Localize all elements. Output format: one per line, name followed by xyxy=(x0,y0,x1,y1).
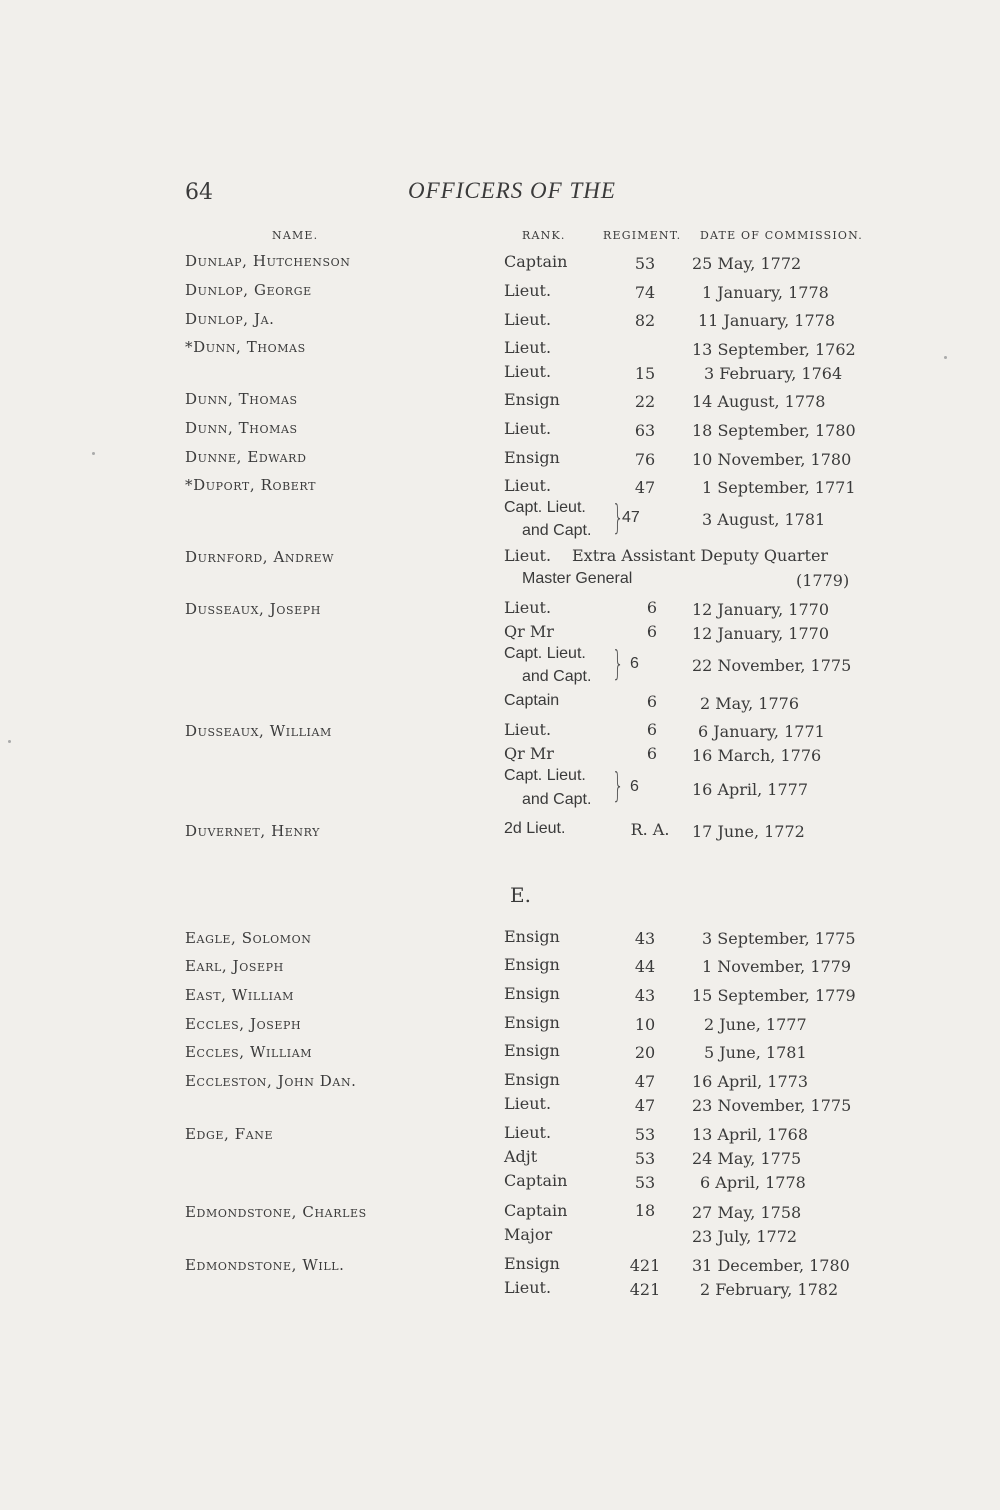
regiment: 6 xyxy=(646,692,658,711)
rank-line: and Capt. xyxy=(522,522,592,539)
commission-date: 16 March, 1776 xyxy=(692,746,822,765)
rank: Lieut. xyxy=(504,419,552,438)
commission-date: 15 September, 1779 xyxy=(692,986,856,1005)
appointment-note: Extra Assistant Deputy Quarter xyxy=(572,546,829,565)
rank: Lieut. xyxy=(504,338,552,357)
rank-line: Capt. Lieut. xyxy=(504,645,586,662)
rank: Ensign xyxy=(504,984,560,1003)
commission-date: 3 September, 1775 xyxy=(702,929,856,948)
rank: Lieut. xyxy=(504,281,552,300)
rank: Ensign xyxy=(504,1070,560,1089)
brace-mark: } xyxy=(612,498,624,538)
rank: Captain xyxy=(504,1171,568,1190)
section-letter: E. xyxy=(510,883,531,907)
commission-date: 25 May, 1772 xyxy=(692,254,802,273)
regiment: 43 xyxy=(634,986,656,1005)
column-header-name: NAME. xyxy=(272,229,319,242)
commission-date: 12 January, 1770 xyxy=(692,600,829,619)
rank-line: and Capt. xyxy=(522,668,592,685)
officer-name: Durnford, Andrew xyxy=(185,548,334,566)
commission-date: 10 November, 1780 xyxy=(692,450,852,469)
rank: Ensign xyxy=(504,927,560,946)
regiment: 47 xyxy=(622,509,640,526)
paper-speck xyxy=(8,740,11,743)
rank: Ensign xyxy=(504,1013,560,1032)
regiment: R. A. xyxy=(630,820,670,839)
rank: Adjt xyxy=(504,1147,538,1166)
rank: Lieut. xyxy=(504,720,552,739)
commission-date: 2 February, 1782 xyxy=(700,1280,839,1299)
appointment-note: Master General xyxy=(522,570,633,587)
commission-date: 17 June, 1772 xyxy=(692,822,805,841)
regiment: 82 xyxy=(634,311,656,330)
regiment: 6 xyxy=(646,598,658,617)
officer-name: Dusseaux, Joseph xyxy=(185,600,321,618)
brace-mark: } xyxy=(612,644,624,684)
rank: Qr Mr xyxy=(504,744,554,763)
regiment: 6 xyxy=(630,655,639,672)
officer-name: Dunlop, George xyxy=(185,281,312,299)
rank: Captain xyxy=(504,692,560,709)
officer-name: Duvernet, Henry xyxy=(185,822,321,840)
commission-date: 31 December, 1780 xyxy=(692,1256,850,1275)
regiment: 47 xyxy=(634,1072,656,1091)
officer-name: East, William xyxy=(185,986,295,1004)
commission-date: 13 April, 1768 xyxy=(692,1125,809,1144)
regiment: 6 xyxy=(646,622,658,641)
running-title: OFFICERS OF THE xyxy=(408,178,616,203)
officer-name: Dunn, Thomas xyxy=(185,390,298,408)
officer-name: Eccles, Joseph xyxy=(185,1015,302,1033)
rank: Lieut. xyxy=(504,1278,552,1297)
officer-name: Eagle, Solomon xyxy=(185,929,312,947)
regiment: 63 xyxy=(634,421,656,440)
commission-date: 6 April, 1778 xyxy=(700,1173,806,1192)
brace-mark: } xyxy=(612,766,624,806)
rank: Ensign xyxy=(504,955,560,974)
rank: Lieut. xyxy=(504,598,552,617)
rank: Lieut. xyxy=(504,1094,552,1113)
regiment: 53 xyxy=(634,1173,656,1192)
rank: Lieut. xyxy=(504,310,552,329)
commission-date: 3 February, 1764 xyxy=(704,364,843,383)
regiment: 53 xyxy=(634,1149,656,1168)
rank: Major xyxy=(504,1225,553,1244)
commission-date: 24 May, 1775 xyxy=(692,1149,802,1168)
officer-name: Edge, Fane xyxy=(185,1125,274,1143)
rank: 2d Lieut. xyxy=(504,820,566,837)
commission-date: 1 September, 1771 xyxy=(702,478,856,497)
regiment: 15 xyxy=(634,364,656,383)
regiment: 18 xyxy=(634,1201,656,1220)
commission-date: 11 January, 1778 xyxy=(698,311,835,330)
column-header-rank: RANK. xyxy=(522,229,566,242)
page-number: 64 xyxy=(185,180,213,205)
officer-name: Edmondstone, Charles xyxy=(185,1203,367,1221)
commission-date: 16 April, 1777 xyxy=(692,780,809,799)
commission-date: 18 September, 1780 xyxy=(692,421,856,440)
column-header-regiment: REGIMENT. xyxy=(603,229,682,242)
regiment: 421 xyxy=(629,1256,661,1275)
rank-line: Capt. Lieut. xyxy=(504,499,586,516)
rank: Lieut. xyxy=(504,546,552,565)
officer-name: Dunlap, Hutchenson xyxy=(185,252,351,270)
rank: Lieut. xyxy=(504,476,552,495)
officer-name: Dunlop, Ja. xyxy=(185,310,275,328)
commission-date: 23 July, 1772 xyxy=(692,1227,798,1246)
rank: Ensign xyxy=(504,390,560,409)
column-header-date: DATE OF COMMISSION. xyxy=(700,229,863,242)
regiment: 53 xyxy=(634,1125,656,1144)
regiment: 43 xyxy=(634,929,656,948)
rank-line: and Capt. xyxy=(522,791,592,808)
commission-date: 16 April, 1773 xyxy=(692,1072,809,1091)
rank: Captain xyxy=(504,252,568,271)
rank: Lieut. xyxy=(504,362,552,381)
regiment: 47 xyxy=(634,478,656,497)
regiment: 6 xyxy=(630,778,639,795)
rank: Ensign xyxy=(504,1041,560,1060)
commission-date: 22 November, 1775 xyxy=(692,656,852,675)
regiment: 74 xyxy=(634,283,656,302)
commission-date: 3 August, 1781 xyxy=(702,510,826,529)
regiment: 20 xyxy=(634,1043,656,1062)
rank: Ensign xyxy=(504,1254,560,1273)
rank: Captain xyxy=(504,1201,568,1220)
commission-date: 27 May, 1758 xyxy=(692,1203,802,1222)
officer-name: *Duport, Robert xyxy=(185,476,317,494)
rank: Ensign xyxy=(504,448,560,467)
commission-date: 1 November, 1779 xyxy=(702,957,852,976)
appointment-year: (1779) xyxy=(796,571,850,590)
paper-speck xyxy=(92,452,95,455)
regiment: 6 xyxy=(646,744,658,763)
officer-name: Dunn, Thomas xyxy=(185,419,298,437)
officer-name: Dusseaux, William xyxy=(185,722,332,740)
commission-date: 2 June, 1777 xyxy=(704,1015,807,1034)
officer-name: Dunne, Edward xyxy=(185,448,307,466)
regiment: 44 xyxy=(634,957,656,976)
officer-name: *Dunn, Thomas xyxy=(185,338,306,356)
paper-speck xyxy=(944,356,947,359)
officer-name: Earl, Joseph xyxy=(185,957,284,975)
officer-name: Edmondstone, Will. xyxy=(185,1256,345,1274)
commission-date: 1 January, 1778 xyxy=(702,283,829,302)
commission-date: 14 August, 1778 xyxy=(692,392,826,411)
regiment: 47 xyxy=(634,1096,656,1115)
officer-name: Eccleston, John Dan. xyxy=(185,1072,357,1090)
commission-date: 12 January, 1770 xyxy=(692,624,829,643)
regiment: 10 xyxy=(634,1015,656,1034)
commission-date: 23 November, 1775 xyxy=(692,1096,852,1115)
regiment: 6 xyxy=(646,720,658,739)
rank-line: Capt. Lieut. xyxy=(504,767,586,784)
rank: Qr Mr xyxy=(504,622,554,641)
rank: Lieut. xyxy=(504,1123,552,1142)
regiment: 53 xyxy=(634,254,656,273)
officer-name: Eccles, William xyxy=(185,1043,313,1061)
regiment: 76 xyxy=(634,450,656,469)
commission-date: 13 September, 1762 xyxy=(692,340,856,359)
regiment: 22 xyxy=(634,392,656,411)
commission-date: 2 May, 1776 xyxy=(700,694,799,713)
commission-date: 6 January, 1771 xyxy=(698,722,825,741)
regiment: 421 xyxy=(629,1280,661,1299)
commission-date: 5 June, 1781 xyxy=(704,1043,807,1062)
